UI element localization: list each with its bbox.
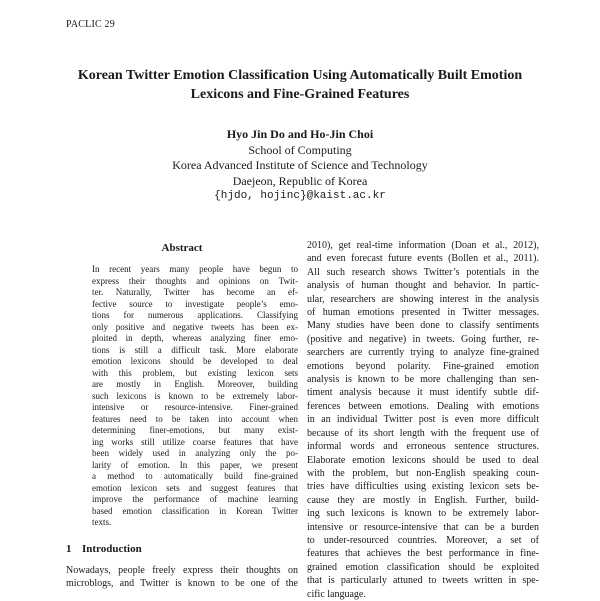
text-line: analysis of human thought and behavior. In partic- (307, 280, 539, 292)
author-names: Hyo Jin Do and Ho-Jin Choi (226, 127, 374, 141)
text-line: searchers are currently trying to analyze fine-grained (307, 347, 539, 359)
affiliation-line: School of Computing (248, 142, 352, 157)
text-line: determining finer-emotions, but many exist- (92, 425, 298, 435)
text-line: of human emotions presented in Twitter messages. (307, 307, 539, 319)
text-line: larity of emotion. In this paper, we present (92, 459, 298, 470)
text-line: (positive and negative) in tweets. Going further, re- (307, 333, 539, 345)
text-line: fective source to investigate people’s emo- (92, 298, 298, 309)
authors-block (100, 127, 500, 205)
text-line: Many studies have been done to classify sentiments (307, 320, 539, 332)
affiliation-line: Daejeon, Republic of Korea (232, 173, 368, 188)
text-line: cific language. (307, 588, 366, 600)
text-line: Elaborate emotion lexicons should be used to deal (307, 454, 539, 466)
text-line: a method to automatically build fine-grained (92, 471, 298, 481)
text-line: ular, researchers are showing interest in the analysis (307, 293, 539, 305)
title-line: Korean Twitter Emotion Classification Using Automatically Built Emotion (77, 68, 523, 83)
text-line: emotion lexicon sets and suggest features that (92, 482, 298, 493)
abstract-body (92, 264, 298, 529)
text-line: emotions beyond polarity. Fine-grained emotion (307, 360, 539, 372)
text-line: are mostly in English. Moreover, building (92, 379, 298, 389)
text-line: and even forecast future events (Bollen et al., 2011). (307, 253, 539, 265)
text-line: Nowadays, people freely express their thoughts on (66, 564, 298, 576)
text-line: ploited in depth, whereas analyzing finer emo- (92, 333, 298, 343)
text-line: that is particularly attuned to tweets written in spe- (307, 575, 539, 587)
text-line: ter. Naturally, Twitter has become an ef- (92, 287, 298, 297)
right-column-body (307, 239, 539, 601)
introduction-heading (66, 543, 298, 555)
text-line: features that achieves the best performance in fine- (307, 548, 539, 560)
text-line: tions for numerous applications. Classifying (92, 310, 298, 320)
text-line: microblogs, and Twitter is known to be one of the (66, 577, 298, 589)
text-line: informal words and erroneous sentence structures. (307, 441, 539, 453)
text-line: improve the performance of machine learning (92, 494, 298, 504)
text-line: features need to be taken into account when (92, 413, 298, 424)
paper-title (40, 66, 560, 104)
author-email: {hjdo, hojinc}@kaist.ac.kr (214, 190, 386, 202)
text-line: only positive and negative tweets has been ex- (92, 321, 298, 332)
text-line: All such research shows Twitter’s potentials in the (307, 266, 539, 278)
text-line: to under-resourced countries. Moreover, a set of (307, 534, 539, 546)
section-title: Introduction (82, 542, 142, 555)
text-line: analysis is known to be more challenging than sen- (307, 374, 539, 386)
text-line: based emotion classification in Korean Twitter (92, 505, 298, 516)
title-line: Lexicons and Fine-Grained Features (190, 87, 410, 102)
text-line: such lexicons is known to be extremely labor- (92, 390, 298, 401)
left-column (66, 240, 298, 590)
text-line: tions is still a difficult task. More elaborate (92, 344, 298, 355)
text-line: In recent years many people have begun to (92, 264, 298, 274)
text-line: intensive or resource-intensive that can be a burden (307, 521, 539, 533)
text-line: ferences between emotions. Dealing with emotions (307, 400, 539, 412)
text-line: 2010), get real-time information (Doan et al., 2012), (307, 240, 539, 251)
text-line: been widely used in analyzing only the po- (92, 448, 298, 458)
text-line: intensive or resource-intensive. Finer-grained (92, 402, 298, 412)
text-line: timent analysis because it must identify subtle dif- (307, 387, 539, 399)
affiliation-line: Korea Advanced Institute of Science and Technology (172, 158, 428, 172)
text-line: because of its short length with the frequent use of (307, 427, 539, 439)
text-line: texts. (92, 517, 112, 527)
text-line: ing works still utilize coarse features that have (92, 436, 298, 447)
conference-tag: PACLIC 29 (66, 19, 115, 30)
section-number: 1 (66, 542, 72, 555)
text-line: ing such lexicons is known to be extremely labor- (307, 508, 539, 520)
abstract-heading: Abstract (161, 242, 203, 254)
text-line: in an individual Twitter post is even more difficult (307, 414, 539, 426)
introduction-body (66, 564, 298, 591)
text-line: cause they are mostly in English. Further, build- (307, 494, 539, 506)
text-line: tries have difficulties using existing lexicon sets be- (307, 481, 539, 493)
text-line: express their thoughts and opinions on Twit- (92, 275, 298, 286)
text-line: grained emotion classification should be exploited (307, 561, 539, 573)
text-line: with the problem, but non-English speaking coun- (307, 467, 539, 479)
right-column (307, 239, 539, 601)
text-line: emotion lexicons should be developed to deal (92, 356, 298, 366)
text-line: with this problem, but existing lexicon sets (92, 367, 298, 378)
